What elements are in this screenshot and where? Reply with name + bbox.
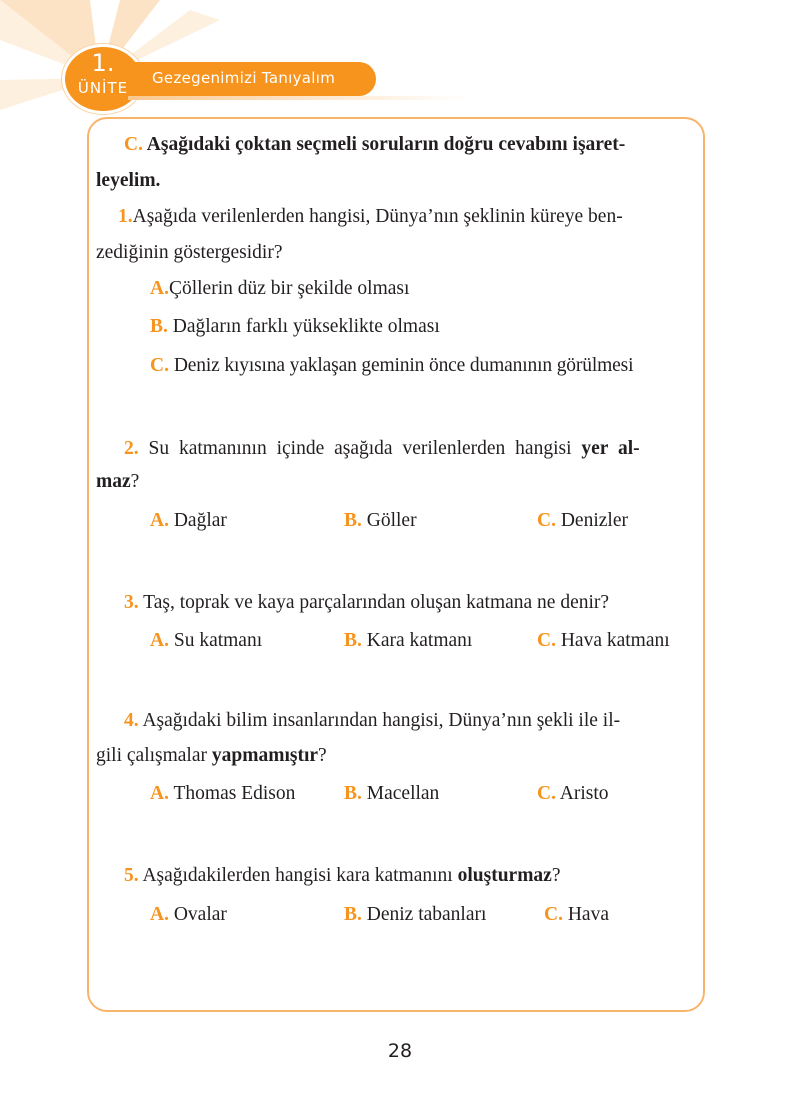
question-1-text-line1: Aşağıda verilenlerden hangisi, Dünya’nın şeklinin küreye ben- bbox=[132, 206, 623, 227]
option-letter: B. bbox=[344, 510, 362, 531]
question-4-mark: ? bbox=[318, 745, 327, 766]
question-1-option-b[interactable] bbox=[150, 315, 440, 339]
option-text: Hava katmanı bbox=[560, 630, 670, 651]
option-letter: C. bbox=[537, 630, 556, 651]
question-5-stem bbox=[124, 864, 561, 888]
header-divider bbox=[128, 96, 468, 100]
question-4-stem-line1 bbox=[124, 709, 620, 733]
option-text: Aristo bbox=[559, 783, 609, 804]
unit-number: 1. bbox=[91, 49, 115, 77]
question-2-option-b[interactable] bbox=[344, 509, 417, 533]
question-2-stem-line1 bbox=[124, 437, 640, 461]
option-letter: A. bbox=[150, 783, 169, 804]
option-text: Göller bbox=[366, 510, 417, 531]
question-3-stem bbox=[124, 591, 609, 615]
question-5-text: Aşağıdakilerden hangisi kara katmanını bbox=[142, 865, 453, 886]
option-text: Ovalar bbox=[173, 904, 227, 925]
option-text: Çöllerin düz bir şekilde olması bbox=[168, 278, 410, 299]
section-letter: C. bbox=[124, 134, 143, 155]
question-1-option-c[interactable] bbox=[150, 354, 633, 378]
question-3-option-b[interactable] bbox=[344, 629, 472, 653]
question-3-text: Taş, toprak ve kaya parçalarından oluşan katmana ne denir? bbox=[143, 592, 610, 613]
option-letter: C. bbox=[537, 510, 556, 531]
question-4-text-line1: Aşağıdaki bilim insanlarından hangisi, Dünya’nın şekli ile il- bbox=[142, 710, 621, 731]
question-4-text-line2 bbox=[96, 744, 327, 768]
option-text: Hava bbox=[567, 904, 609, 925]
question-5-mark: ? bbox=[551, 865, 561, 886]
question-2-number: 2. bbox=[124, 438, 139, 459]
question-2-text-line2 bbox=[96, 470, 139, 494]
section-title-line1: Aşağıdaki çoktan seçmeli soruların doğru cevabını işaret- bbox=[146, 134, 626, 155]
question-2-option-c[interactable] bbox=[537, 509, 628, 533]
option-text: Kara katmanı bbox=[366, 630, 473, 651]
option-letter: A. bbox=[150, 904, 169, 925]
option-text: Dağlar bbox=[173, 510, 227, 531]
question-5-option-b[interactable] bbox=[344, 903, 486, 927]
option-text: Denizler bbox=[560, 510, 628, 531]
question-1-stem-line1 bbox=[118, 205, 623, 229]
option-text: Su katmanı bbox=[173, 630, 263, 651]
question-4-text: gili çalışmalar bbox=[96, 745, 208, 766]
unit-label: ÜNİTE bbox=[77, 79, 129, 97]
question-5-option-a[interactable] bbox=[150, 903, 227, 927]
question-4-emphasis: yapmamıştır bbox=[211, 745, 319, 766]
option-letter: B. bbox=[344, 904, 362, 925]
question-1-option-a[interactable] bbox=[150, 277, 409, 301]
question-3-number: 3. bbox=[124, 592, 139, 613]
question-5-option-c[interactable] bbox=[544, 903, 609, 927]
question-4-option-a[interactable] bbox=[150, 782, 295, 806]
question-4-option-c[interactable] bbox=[537, 782, 609, 806]
option-letter: C. bbox=[150, 355, 169, 376]
option-letter: C. bbox=[537, 783, 556, 804]
question-3-option-c[interactable] bbox=[537, 629, 670, 653]
option-text: Dağların farklı yükseklikte olması bbox=[172, 316, 440, 337]
question-1-number: 1. bbox=[118, 206, 133, 227]
question-2-text-line1: Su katmanının içinde aşağıda verilenlerden hangisi bbox=[148, 438, 572, 459]
question-1-text-line2: zediğinin göstergesidir? bbox=[96, 242, 283, 263]
question-4-option-b[interactable] bbox=[344, 782, 439, 806]
option-text: Deniz kıyısına yaklaşan geminin önce dumanının görülmesi bbox=[173, 355, 634, 376]
option-letter: A. bbox=[150, 278, 169, 299]
question-3-option-a[interactable] bbox=[150, 629, 262, 653]
question-5-number: 5. bbox=[124, 865, 139, 886]
option-text: Thomas Edison bbox=[173, 783, 296, 804]
option-text: Deniz tabanları bbox=[366, 904, 487, 925]
option-letter: C. bbox=[544, 904, 563, 925]
section-title-line2: leyelim. bbox=[96, 170, 161, 191]
unit-title-bar bbox=[128, 62, 376, 96]
section-heading-line1 bbox=[124, 133, 625, 157]
option-letter: B. bbox=[150, 316, 168, 337]
question-4-number: 4. bbox=[124, 710, 139, 731]
question-2-option-a[interactable] bbox=[150, 509, 227, 533]
option-letter: B. bbox=[344, 630, 362, 651]
question-2-emphasis: yer al- bbox=[581, 438, 640, 459]
question-2-emphasis-cont: maz bbox=[96, 471, 131, 492]
option-text: Macellan bbox=[366, 783, 440, 804]
unit-title: Gezegenimizi Tanıyalım bbox=[152, 69, 336, 87]
option-letter: A. bbox=[150, 510, 169, 531]
question-5-emphasis: oluşturmaz bbox=[457, 865, 552, 886]
page-number: 28 bbox=[387, 1040, 413, 1062]
option-letter: B. bbox=[344, 783, 362, 804]
option-letter: A. bbox=[150, 630, 169, 651]
question-2-mark: ? bbox=[130, 471, 140, 492]
